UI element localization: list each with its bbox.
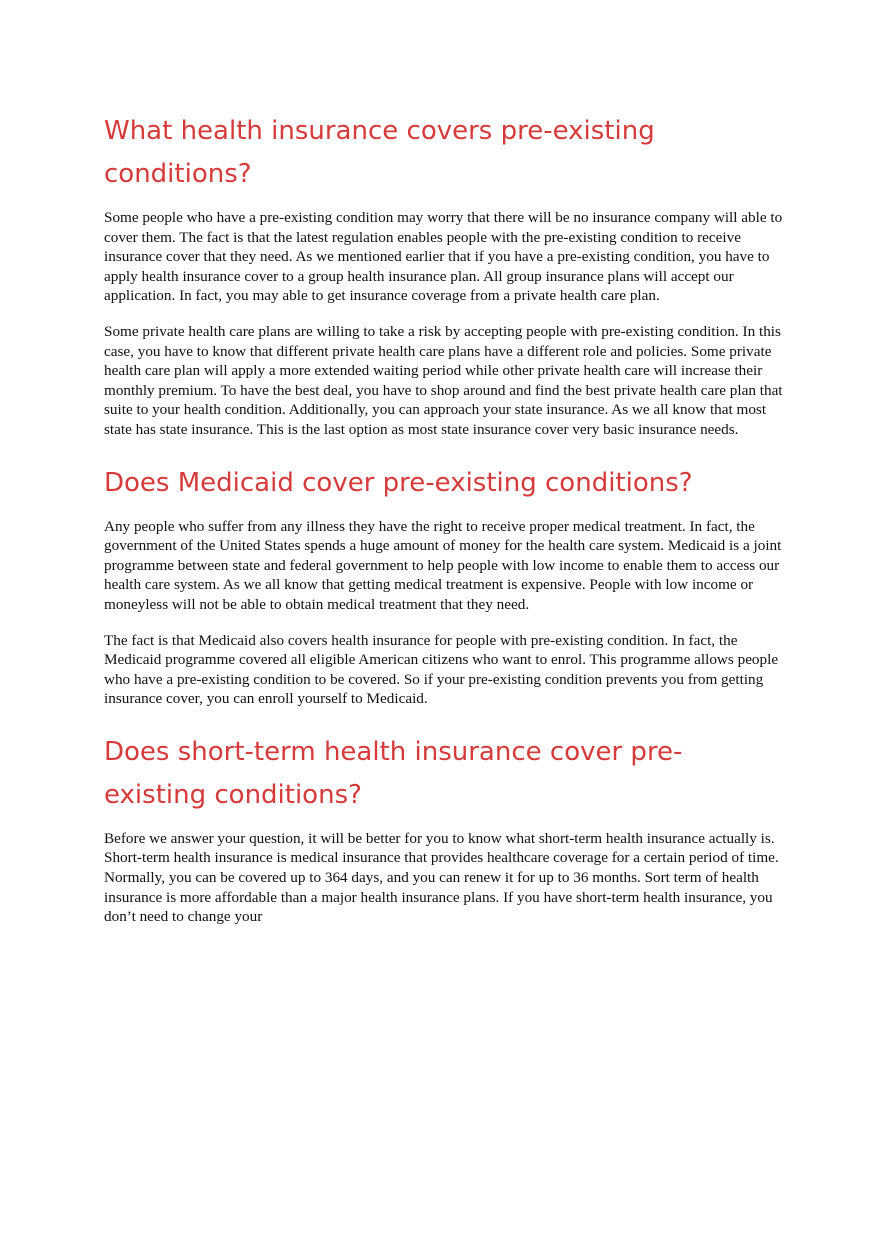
- paragraph: The fact is that Medicaid also covers health insurance for people with pre-existing condition. In fact, the Medicaid programme covered all eligible American citizens who want to enrol. This programme allows people who have a pre-existing condition to be covered. So if your pre-existing condition prevents you from getting insurance cover, you can enroll yourself to Medicaid.: [104, 631, 779, 708]
- paragraph: Before we answer your question, it will be better for you to know what short-term health insurance actually is. Short-term health insurance is medical insurance that provides healthcare coverage for a certain period of time. Normally, you can be covered up to 364 days, and you can renew it for up to 36 months. Sort term of health insurance is more affordable than a major health insurance plans. If you have short-term health insurance, you don’t need to change your: [104, 829, 779, 926]
- section-heading: Does Medicaid cover pre-existing conditions?: [104, 467, 693, 498]
- section-heading: Does short-term health insurance cover pre-existing conditions?: [104, 736, 683, 810]
- paragraph: Any people who suffer from any illness they have the right to receive proper medical treatment. In fact, the government of the United States spends a huge amount of money for the health care system. Medicaid is a joint programme between state and federal government to help people with low income to enable them to access our health care system. As we all know that getting medical treatment is expensive. People with low income or moneyless will not be able to obtain medical treatment that they need.: [104, 517, 782, 613]
- section-heading: What health insurance covers pre-existing conditions?: [104, 116, 655, 189]
- document-page: [104, 110, 784, 943]
- section-short-term: [104, 731, 784, 927]
- paragraph: Some people who have a pre-existing condition may worry that there will be no insurance company will able to cover them. The fact is that the latest regulation enables people with the pre-existing condition to receive insurance cover that they need. As we mentioned earlier that if you have a pre-existing condition, you have to apply health insurance cover to a group health insurance plan. All group insurance plans will accept our application. In fact, you may able to get insurance coverage from a private health care plan.: [104, 209, 783, 305]
- paragraph: Some private health care plans are willing to take a risk by accepting people with pre-existing condition. In this case, you have to know that different private health care plans have a different role and policies. Some private health care plan will apply a more extended waiting period while other private health care will increase their monthly premium. To have the best deal, you have to shop around and find the best private health care plan that suite to your health condition. Additionally, you can approach your state insurance. As we all know that most state has state insurance. This is the last option as most state insurance cover very basic insurance needs.: [104, 322, 783, 438]
- section-preexisting-coverage: [104, 110, 784, 440]
- section-medicaid: [104, 462, 784, 709]
